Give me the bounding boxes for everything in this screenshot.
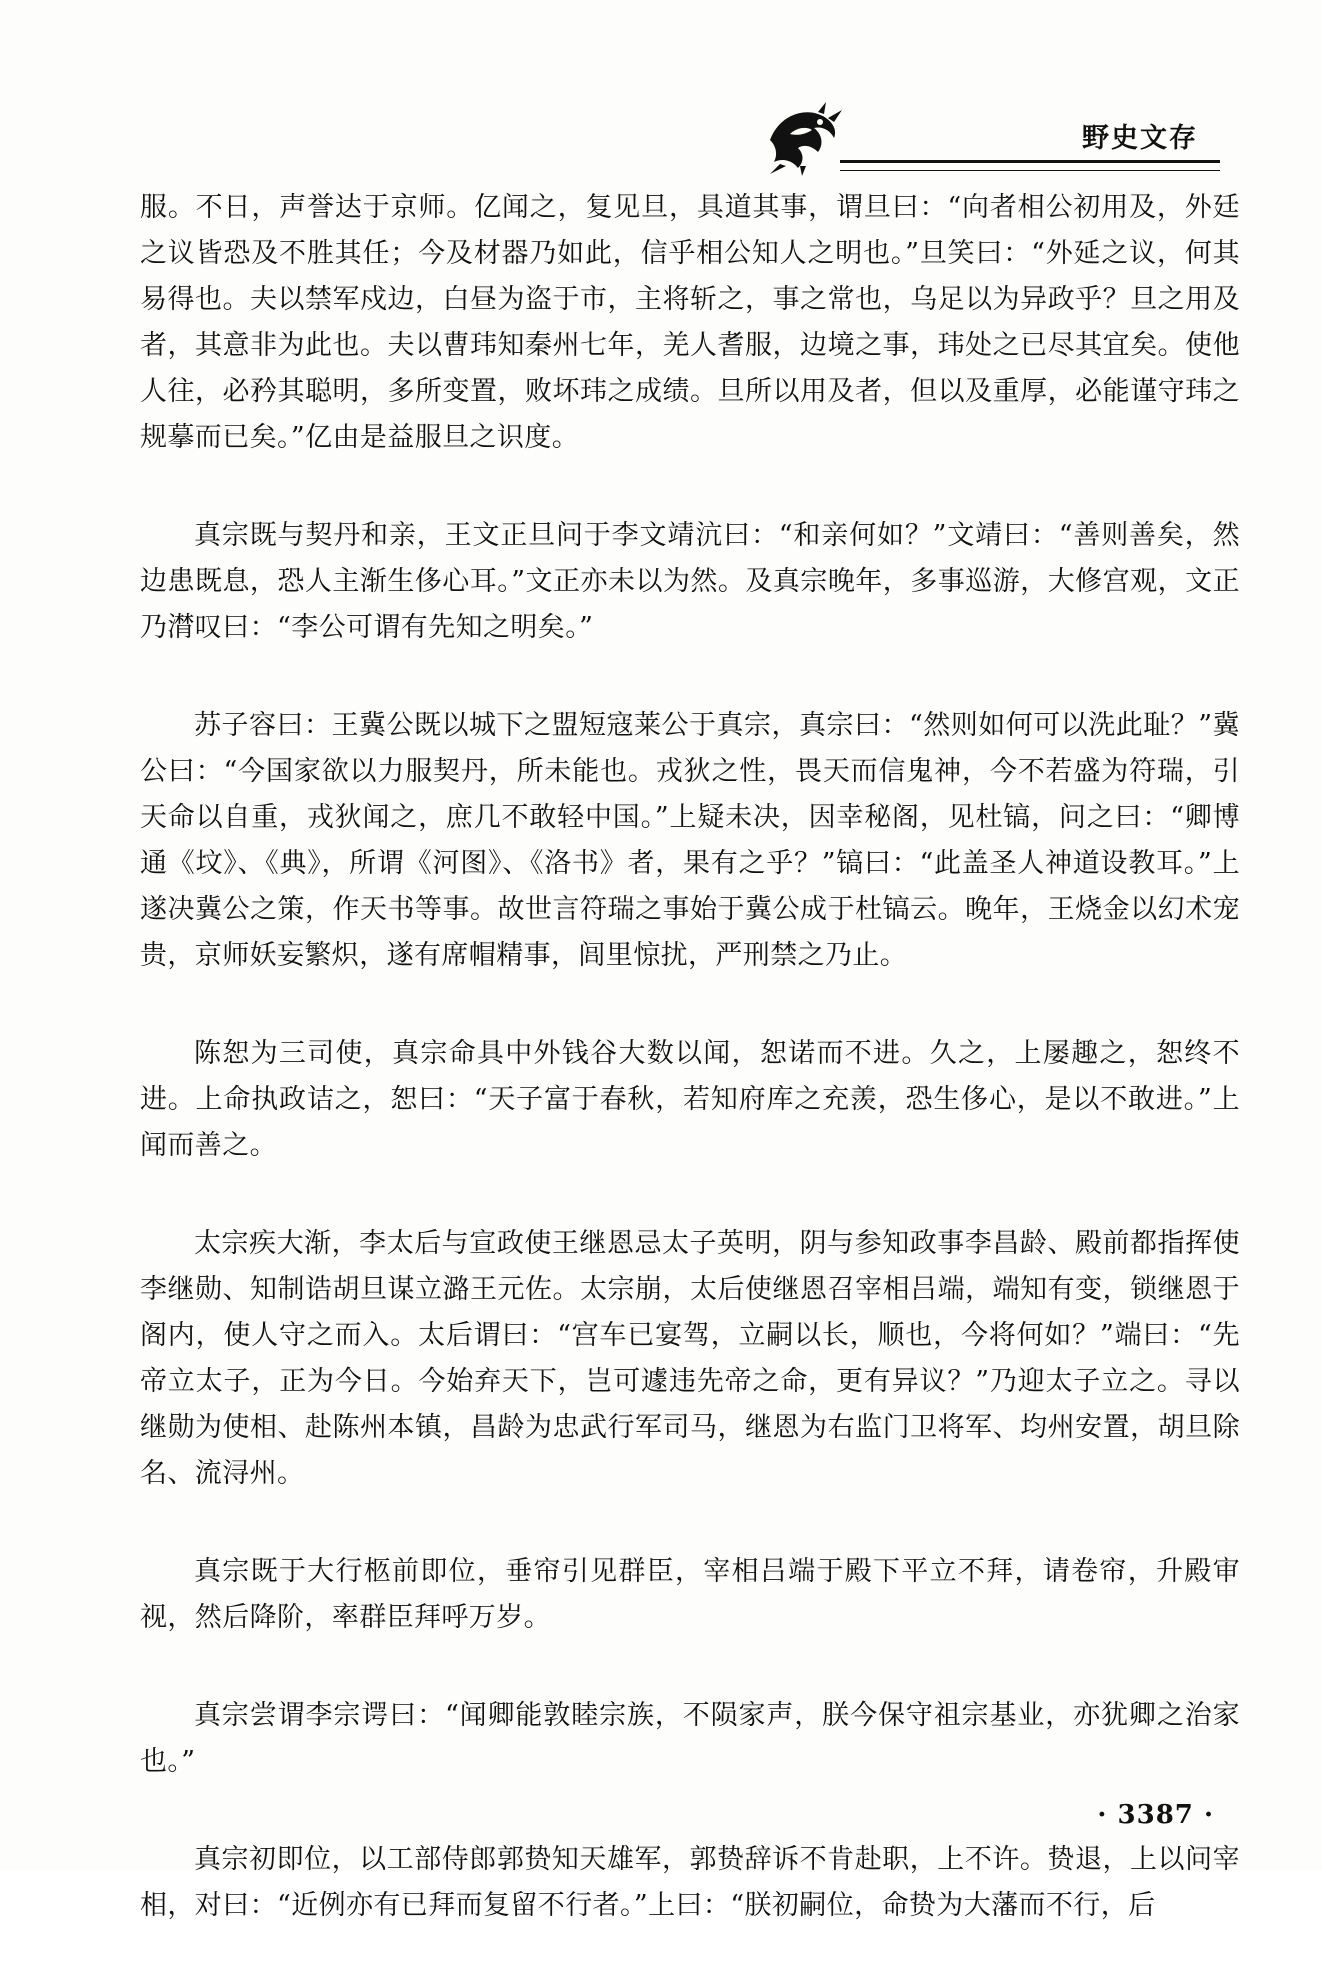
paragraph: 真宗初即位，以工部侍郎郭贽知天雄军，郭贽辞诉不肯赴职，上不许。贽退，上以问宰相，对曰：“近例亦有已拜而复留不行者。”上曰：“朕初嗣位，命贽为大藩而不行，后 (140, 1844, 1240, 1921)
paragraph: 真宗尝谓李宗谔曰：“闻卿能敦睦宗族，不陨家声，朕今保守祖宗基业，亦犹卿之治家也。” (140, 1700, 1240, 1777)
dragon-emblem-icon (760, 100, 848, 176)
running-header (760, 100, 1210, 180)
header-title: 野史文存 (1082, 123, 1198, 154)
paragraph: 太宗疾大渐，李太后与宣政使王继恩忌太子英明，阴与参知政事李昌龄、殿前都指挥使李继勋、知制诰胡旦谋立潞王元佐。太宗崩，太后使继恩召宰相吕端，端知有变，锁继恩于阁内，使人守之而入。太后谓曰：“宫车已宴驾，立嗣以长，顺也，今将何如？”端曰：“先帝立太子，正为今日。今始弃天下，岂可遽违先帝之命，更有异议？”乃迎太子立之。寻以继勋为使相、赴陈州本镇，昌龄为忠武行军司马，继恩为右监门卫将军、均州安置，胡旦除名、流浔州。 (140, 1228, 1240, 1489)
paragraph: 真宗既于大行柩前即位，垂帘引见群臣，宰相吕端于殿下平立不拜，请卷帘，升殿审视，然后降阶，率群臣拜呼万岁。 (140, 1556, 1240, 1633)
paragraph-continued: 服。不日，声誉达于京师。亿闻之，复见旦，具道其事，谓旦曰：“向者相公初用及，外廷之议皆恐及不胜其任；今及材器乃如此，信乎相公知人之明也。”旦笑曰：“外延之议，何其易得也。夫以禁军戍边，白昼为盗于市，主将斩之，事之常也，乌足以为异政乎？旦之用及者，其意非为此也。夫以曹玮知秦州七年，羌人耆服，边境之事，玮处之已尽其宜矣。使他人往，必矜其聪明，多所变置，败坏玮之成绩。旦所以用及者，但以及重厚，必能谨守玮之规摹而已矣。”亿由是益服旦之识度。 (140, 192, 1240, 453)
paragraph: 陈恕为三司使，真宗命具中外钱谷大数以闻，恕诺而不进。久之，上屡趣之，恕终不进。上命执政诘之，恕曰：“天子富于春秋，若知府库之充羡，恐生侈心，是以不敢进。”上闻而善之。 (140, 1038, 1240, 1161)
paragraph: 真宗既与契丹和亲，王文正旦问于李文靖沆曰：“和亲何如？”文靖曰：“善则善矣，然边患既息，恐人主渐生侈心耳。”文正亦未以为然。及真宗晚年，多事巡游，大修宫观，文正乃潸叹曰：“李公可谓有先知之明矣。” (140, 520, 1240, 643)
paragraph: 苏子容曰：王冀公既以城下之盟短寇莱公于真宗，真宗曰：“然则如何可以洗此耻？”冀公曰：“今国家欲以力服契丹，所未能也。戎狄之性，畏天而信鬼神，今不若盛为符瑞，引天命以自重，戎狄闻之，庶几不敢轻中国。”上疑未决，因幸秘阁，见杜镐，问之曰：“卿博通《坟》、《典》，所谓《河图》、《洛书》者，果有之乎？”镐曰：“此盖圣人神道设教耳。”上遂决冀公之策，作天书等事。故世言符瑞之事始于冀公成于杜镐云。晚年，王烧金以幻术宠贵，京师妖妄繁炽，遂有席帽精事，闾里惊扰，严刑禁之乃止。 (140, 710, 1240, 971)
page-number: · 3387 · (1097, 1800, 1214, 1830)
body-text (140, 185, 1240, 1981)
header-rule-thin (840, 170, 1220, 171)
header-rule (840, 160, 1220, 163)
